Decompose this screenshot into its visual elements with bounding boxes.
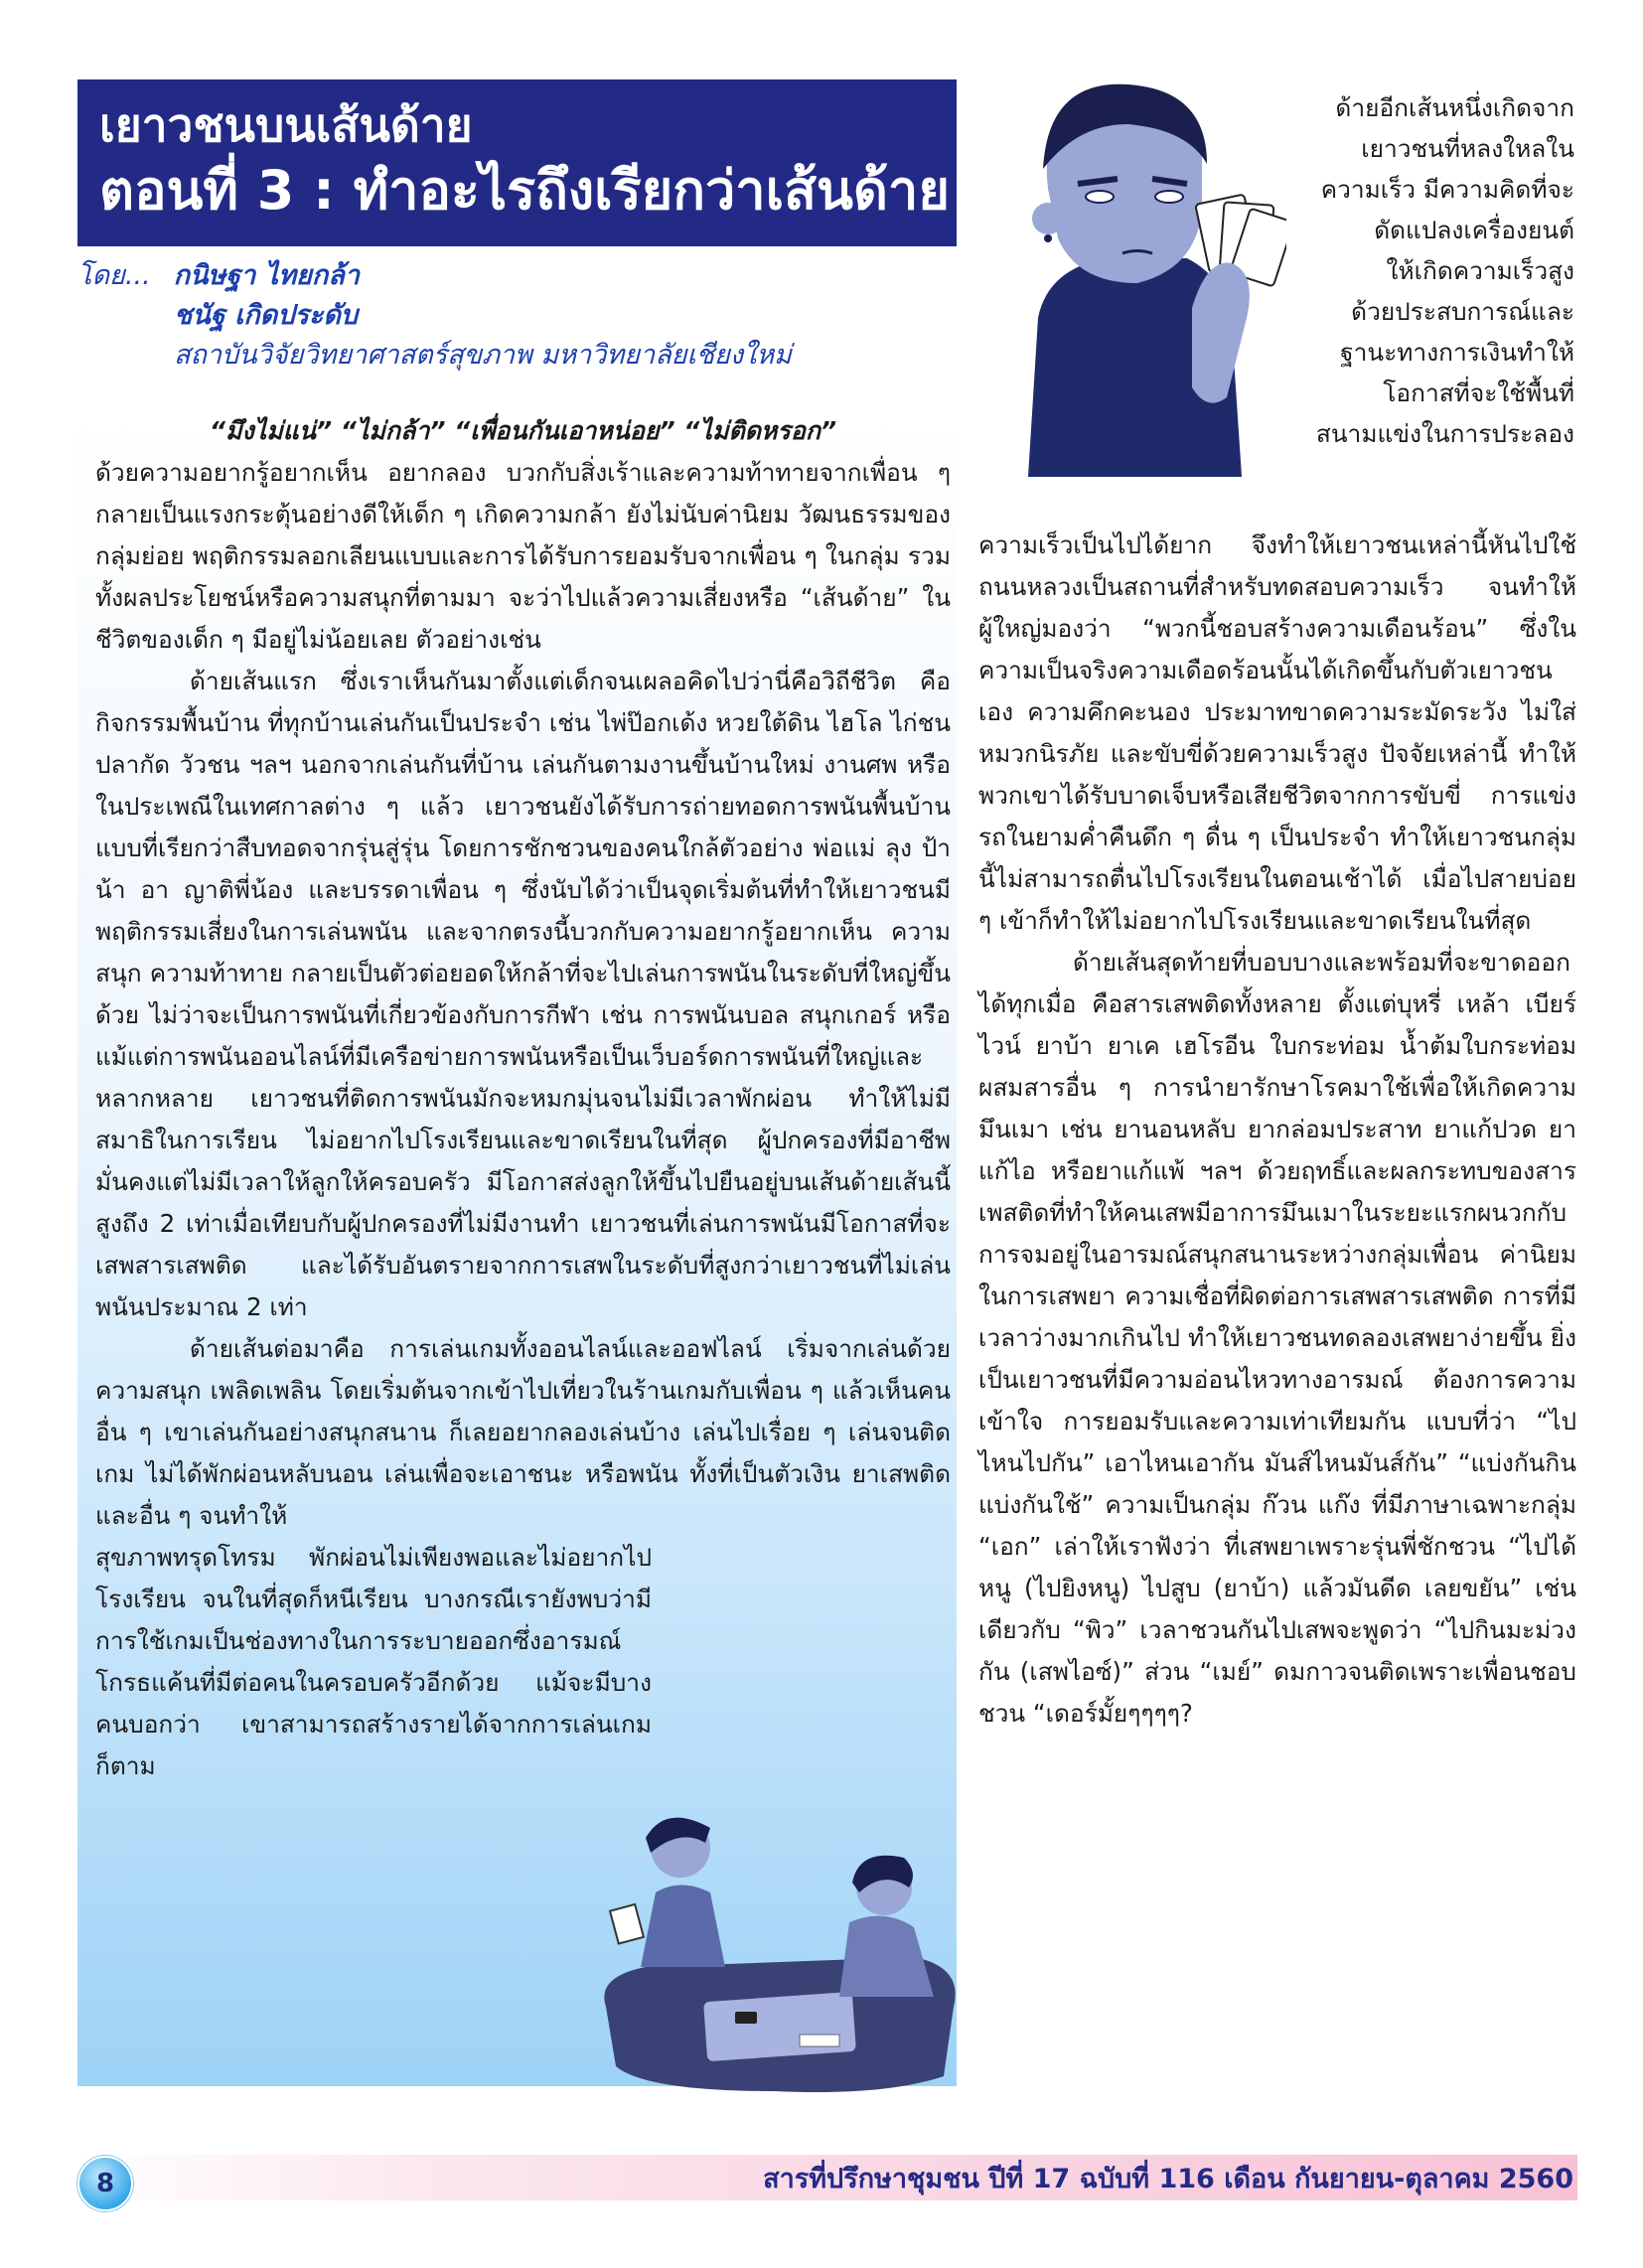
article-series-title: เยาวชนบนเส้นด้าย [99,98,473,152]
cards-icon [800,2035,839,2046]
intro-line: โอกาสที่จะใช้พื้นที่ [1383,378,1574,407]
ear-shape [1032,203,1064,234]
intro-line: ดัดแปลงเครื่องยนต์ [1374,216,1574,244]
card-icon [610,1904,644,1944]
intro-line: ฐานะทางการเงินทำให้ [1340,338,1574,367]
article-title: ตอนที่ 3 : ทำอะไรถึงเรียกว่าเส้นด้าย [99,159,950,222]
author-1: กนิษฐา ไทยกล้า [173,260,360,291]
paragraph-drug-thread: ด้ายเส้นสุดท้ายที่บอบบางและพร้อมที่จะขาดออกได้ทุกเมื่อ คือสารเสพติดทั้งหลาย ตั้งแต่บุหรี่ เหล้า เบียร์ ไวน์ ยาบ้า ยาเค เฮโรอีน ใบกระท่อม น้ำต้มใบกระท่อมผสมสารอื่น ๆ การนำยารักษาโรคมาใช้เพื่อให้เกิดความมึนเมา เช่น ยานอนหลับ ยากล่อมประสาท ยาแก้ปวด ยาแก้ไอ หรือยาแก้แพ้ ฯลฯ ด้วยฤทธิ์และผลกระทบของสารเพสติดที่ทำให้คนเสพมีอาการมึนเมาในระยะแรกผนวกกับการจมอยู่ในอารมณ์สนุกสนานระหว่างกลุ่มเพื่อน ค่านิยมในการเสพยา ความเชื่อที่ผิดต่อการเสพสารเสพติด การที่มีเวลาว่างมากเกินไป ทำให้เยาวชนทดลองเสพยาง่ายขึ้น ยิ่งเป็นเยาวชนที่มีความอ่อนไหวทางอารมณ์ ต้องการความเข้าใจ การยอมรับและความเท่าเทียมกัน แบบที่ว่า “ไปไหนไปกัน” เอาไหนเอากัน มันส์ไหนมันส์กัน” “แบ่งกันกินแบ่งกันใช้” ความเป็นกลุ่ม ก๊วน แก๊ง ที่มีภาษาเฉพาะกลุ่ม “เอก” เล่าให้เราฟังว่า ที่เสพยาเพราะรุ่นพี่ชักชวน “ไปได้หนู (ไปยิงหนู) ไปสูบ (ยาบ้า) แล้วมันดีด เลยขยัน” เช่นเดียวกับ “พิว” เวลาชวนกันไปเสพจะพูดว่า “ไปกินมะม่วงกัน (เสพไอซ์)” ส่วน “เมย์” ดมกาวจนติดเพราะเพื่อนชอบชวน “เดอร์มั้ยๆๆๆๆ? [978,948,1576,1728]
intro-line: เยาวชนที่หลงใหลใน [1361,134,1574,163]
author-institution: สถาบันวิจัยวิทยาศาสตร์สุขภาพ มหาวิทยาลัยเชียงใหม่ [174,340,792,371]
right-column-intro [1147,87,1574,454]
paragraph-first-thread: ด้ายเส้นแรก ซึ่งเราเห็นกันมาตั้งแต่เด็กจนเผลอคิดไปว่านี่คือวิถีชีวิต คือกิจกรรมพื้นบ้าน ที่ทุกบ้านเล่นกันเป็นประจำ เช่น ไพ่ป๊อกเด้ง หวยใต้ดิน ไฮโล ไก่ชน ปลากัด วัวชน ฯลฯ นอกจากเล่นกันที่บ้าน เล่นกันตามงานขึ้นบ้านใหม่ งานศพ หรือในประเพณีในเทศกาลต่าง ๆ แล้ว เยาวชนยังได้รับการถ่ายทอดการพนันพื้นบ้านแบบที่เรียกว่าสืบทอดจากรุ่นสู่รุ่น โดยการชักชวนของคนใกล้ตัวอย่าง พ่อแม่ ลุง ป้า น้า อา ญาติพี่น้อง และบรรดาเพื่อน ๆ ซึ่งนับได้ว่าเป็นจุดเริ่มต้นที่ทำให้เยาวชนมีพฤติกรรมเสี่ยงในการเล่นพนัน และจากตรงนี้บวกกับความอยากรู้อยากเห็น ความสนุก ความท้าทาย กลายเป็นตัวต่อยอดให้กล้าที่จะไปเล่นการพนันในระดับที่ใหญ่ขึ้นด้วย ไม่ว่าจะเป็นการพนันที่เกี่ยวข้องกับการกีฬา เช่น การพนันบอล สนุกเกอร์ หรือแม้แต่การพนันออนไลน์ที่มีเครือข่ายการพนันหรือเป็นเว็บอร์ดการพนันที่ใหญ่และหลากหลาย เยาวชนที่ติดการพนันมักจะหมกมุ่นจนไม่มีเวลาพักผ่อน ทำให้ไม่มีสมาธิในการเรียน ไม่อยากไปโรงเรียนและขาดเรียนในที่สุด ผู้ปกครองที่มีอาชีพมั่นคงแต่ไม่มีเวลาให้ลูกให้ครอบครัว มีโอกาสส่งลูกให้ขึ้นไปยืนอยู่บนเส้นด้ายเส้นนี้สูงถึง 2 เท่าเมื่อเทียบกับผู้ปกครองที่ไม่มีงานทำ เยาวชนที่เล่นการพนันมีโอกาสที่จะเสพสารเสพติด และได้รับอันตรายจากการเสพในระดับที่สูงกว่าเยาวชนที่ไม่เล่นพนันประมาณ 2 เท่า [95,667,951,1321]
intro-line: ด้วยประสบการณ์และ [1351,297,1574,326]
intro-line: ด้ายอีกเส้นหนึ่งเกิดจาก [1335,93,1574,122]
body-left [641,1886,725,1968]
phone-icon [735,2012,757,2024]
intro-line: สนามแข่งในการประลอง [1315,419,1574,448]
right-column [978,525,1576,1735]
page-number: 8 [77,2156,133,2211]
gamers-illustration [586,1808,973,2096]
byline-prefix: โดย... [77,260,151,291]
paragraph-speed-thread: ความเร็วเป็นไปได้ยาก จึงทำให้เยาวชนเหล่านี้หันไปใช้ถนนหลวงเป็นสถานที่สำหรับทดสอบความเร็ว จนทำให้ผู้ใหญ่มองว่า “พวกนี้ชอบสร้างความเดือนร้อน” ซึ่งในความเป็นจริงความเดือดร้อนนั้นได้เกิดขึ้นกับตัวเยาวชนเอง ความคึกคะนอง ประมาทขาดความระมัดระวัง ไม่ใส่หมวกนิรภัย และขับขี่ด้วยความเร็วสูง ปัจจัยเหล่านี้ ทำให้พวกเขาได้รับบาดเจ็บหรือเสียชีวิตจากการขับขี่ การแข่งรถในยามค่ำคืนดึก ๆ ดื่น ๆ เป็นประจำ ทำให้เยาวชนกลุ่มนี้ไม่สามารถตื่นไปโรงเรียนในตอนเช้าได้ เมื่อไปสายบ่อย ๆ เข้าก็ทำให้ไม่อยากไปโรงเรียนและขาดเรียนในที่สุด [978,530,1576,935]
footer-publication: สารที่ปรึกษาชุมชน ปีที่ 17 ฉบับที่ 116 เดือน กันยายน-ตุลาคม 2560 [763,2164,1573,2194]
quote-line: “มึงไม่แน่” “ไม่กล้า” “เพื่อนกันเอาหน่อย” “ไม่ติดหรอก” [209,416,837,445]
intro-line: ให้เกิดความเร็วสูง [1386,256,1574,285]
paragraph-intro: ด้วยความอยากรู้อยากเห็น อยากลอง บวกกับสิ่งเร้าและความท้าทายจากเพื่อน ๆ กลายเป็นแรงกระตุ้นอย่างดีให้เด็ก ๆ เกิดความกล้า ยังไม่นับค่านิยม วัฒนธรรมของกลุ่มย่อย พฤติกรรมลอกเลียนแบบและการได้รับการยอมรับจากเพื่อน ๆ ในกลุ่ม รวมทั้งผลประโยชน์หรือความสนุกที่ตามมา จะว่าไปแล้วความเสี่ยงหรือ “เส้นด้าย” ในชีวิตของเด็ก ๆ มีอยู่ไม่น้อยเลย ตัวอย่างเช่น [95,458,951,654]
table-top [703,1992,856,2061]
byline [77,256,952,376]
paragraph-game-thread: ด้ายเส้นต่อมาคือ การเล่นเกมทั้งออนไลน์และออฟไลน์ เริ่มจากเล่นด้วยความสนุก เพลิดเพลิน โดยเริ่มต้นจากเข้าไปเที่ยวในร้านเกมกับเพื่อน ๆ แล้วเห็นคนอื่น ๆ เขาเล่นกันอย่างสนุกสนาน ก็เลยอยากลองเล่นบ้าง เล่นไปเรื่อย ๆ เล่นจนติดเกม ไม่ได้พักผ่อนหลับนอน เล่นเพื่อจะเอาชนะ หรือพนัน ทั้งที่เป็นตัวเงิน ยาเสพติด และอื่น ๆ จนทำให้ [95,1334,951,1530]
intro-line: ความเร็ว มีความคิดที่จะ [1320,175,1574,204]
body-right [839,1916,934,1997]
paragraph-game-thread-cont: สุขภาพทรุดโทรม พักผ่อนไม่เพียงพอและไม่อยากไปโรงเรียน จนในที่สุดก็หนีเรียน บางกรณีเรายังพบว่ามีการใช้เกมเป็นช่องทางในการระบายออกซึ่งอารมณ์โกรธแค้นที่มีต่อคนในครอบครัวอีกด้วย แม้จะมีบางคนบอกว่า เขาสามารถสร้างรายได้จากการเล่นเกมก็ตาม [95,1543,652,1780]
author-2: ชนัฐ เกิดประดับ [174,300,359,331]
title-box [77,79,957,246]
